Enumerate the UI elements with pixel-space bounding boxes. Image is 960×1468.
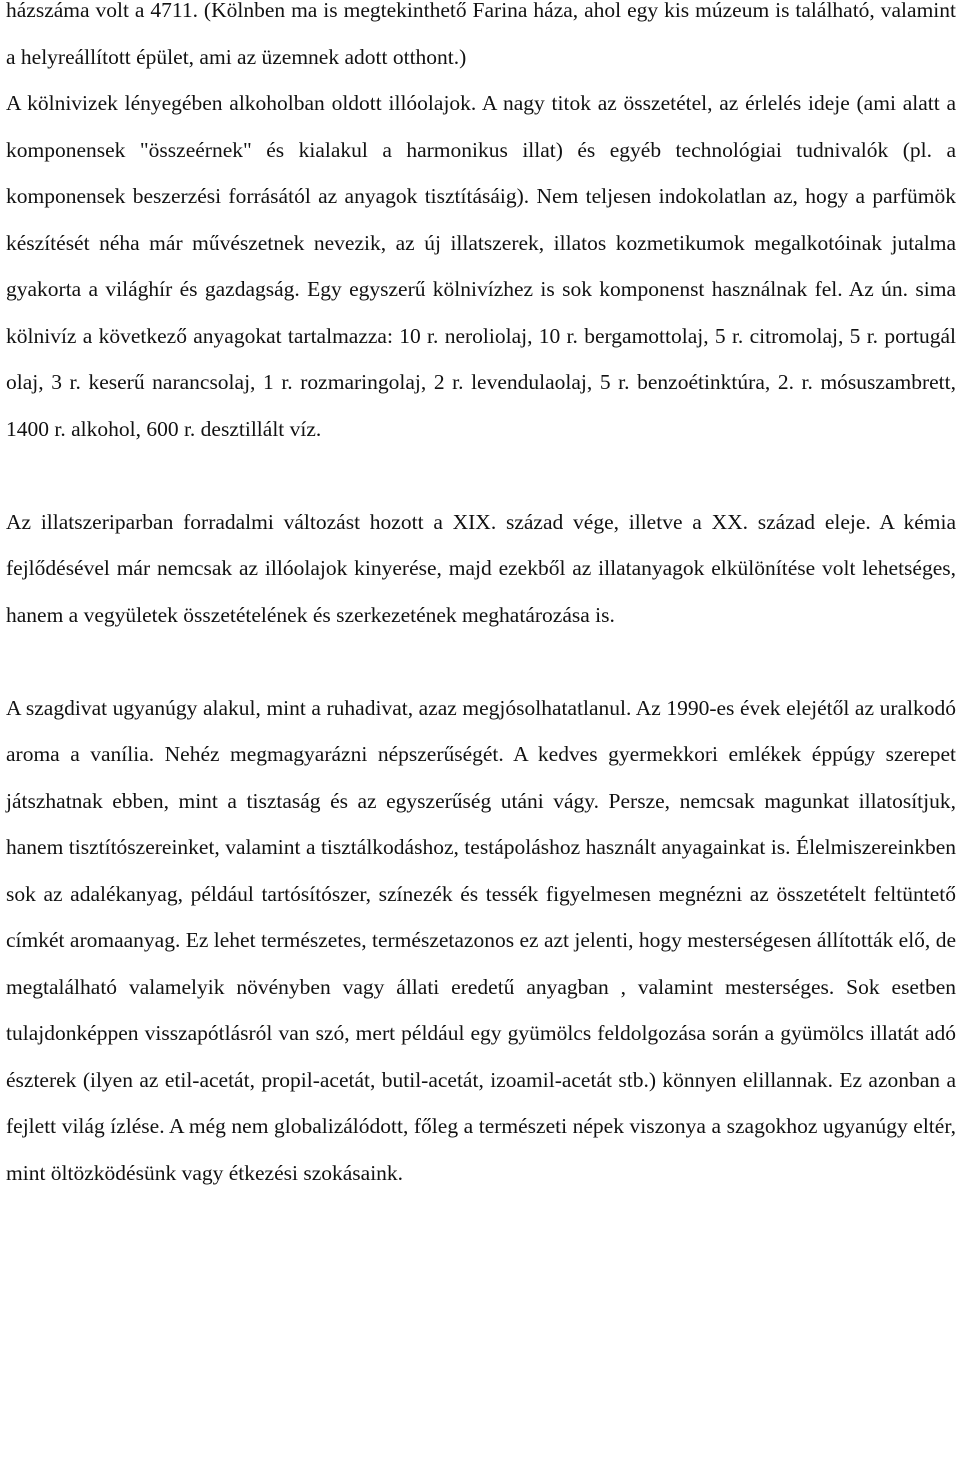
paragraph-farina-house: házszáma volt a 4711. (Kölnben ma is megtekinthető Farina háza, ahol egy kis múzeum is található, valamint a helyreállított épület, ami az üzemnek adott otthont.) (6, 0, 956, 69)
paragraph-scent-fashion: A szagdivat ugyanúgy alakul, mint a ruhadivat, azaz megjósolhatatlanul. Az 1990-es évek elejétől az uralkodó aroma a vanília. Nehéz megmagyarázni népszerűségét. A kedves gyermekkori emlékek éppúgy szerepet játszhatnak ebben, mint a tisztaság és az egyszerűség utáni vágy. Persze, nemcsak magunkat illatosítjuk, hanem tisztítószereinket, valamint a tisztálkodáshoz, testápoláshoz használt anyagainkat is. Élelmiszereinkben sok az adalékanyag, például tartósítószer, színezék és tessék figyelmesen megnézni az összetételt feltüntető címkét aromaanyag. Ez lehet természetes, természetazonos ez azt jelenti, hogy mesterségesen állították elő, de megtalálható valamelyik növényben vagy állati eredetű anyagban , valamint mesterséges. Sok esetben tulajdonképpen visszapótlásról van szó, mert például egy gyümölcs feldolgozása során a gyümölcs illatát adó észterek (ilyen az etil-acetát, propil-acetát, butil-acetát, izoamil-acetát stb.) könnyen elillannak. Ez azonban a fejlett világ ízlése. A még nem globalizálódott, főleg a természeti népek viszonya a szagokhoz ugyanúgy eltér, mint öltözködésünk vagy étkezési szokásaink. (6, 695, 956, 1185)
document-page (6, 0, 956, 1196)
paragraph-cologne-composition: A kölnivizek lényegében alkoholban oldott illóolajok. A nagy titok az összetétel, az érlelés ideje (ami alatt a komponensek "összeérnek" és kialakul a harmonikus illat) és egyéb technológiai tudnivalók (pl. a komponensek beszerzési forrásától az anyagok tisztításáig). Nem teljesen indokolatlan az, hogy a parfümök készítését néha már művészetnek nevezik, az új illatszerek, illatos kozmetikumok megalkotóinak jutalma gyakorta a világhír és gazdagság. Egy egyszerű kölnivízhez is sok komponenst használnak fel. Az ún. sima kölnivíz a következő anyagokat tartalmazza: 10 r. neroliolaj, 10 r. bergamottolaj, 5 r. citromolaj, 5 r. portugál olaj, 3 r. keserű narancsolaj, 1 r. rozmaringolaj, 2 r. levendulaolaj, 5 r. benzoétinktúra, 2. r. mósuszambrett, 1400 r. alkohol, 600 r. desztillált víz. (6, 91, 956, 441)
paragraph-chemistry-revolution: Az illatszeriparban forradalmi változást hozott a XIX. század vége, illetve a XX. század eleje. A kémia fejlődésével már nemcsak az illóolajok kinyerése, majd ezekből az illatanyagok elkülönítése volt lehetséges, hanem a vegyületek összetételének és szerkezetének meghatározása is. (6, 509, 956, 627)
